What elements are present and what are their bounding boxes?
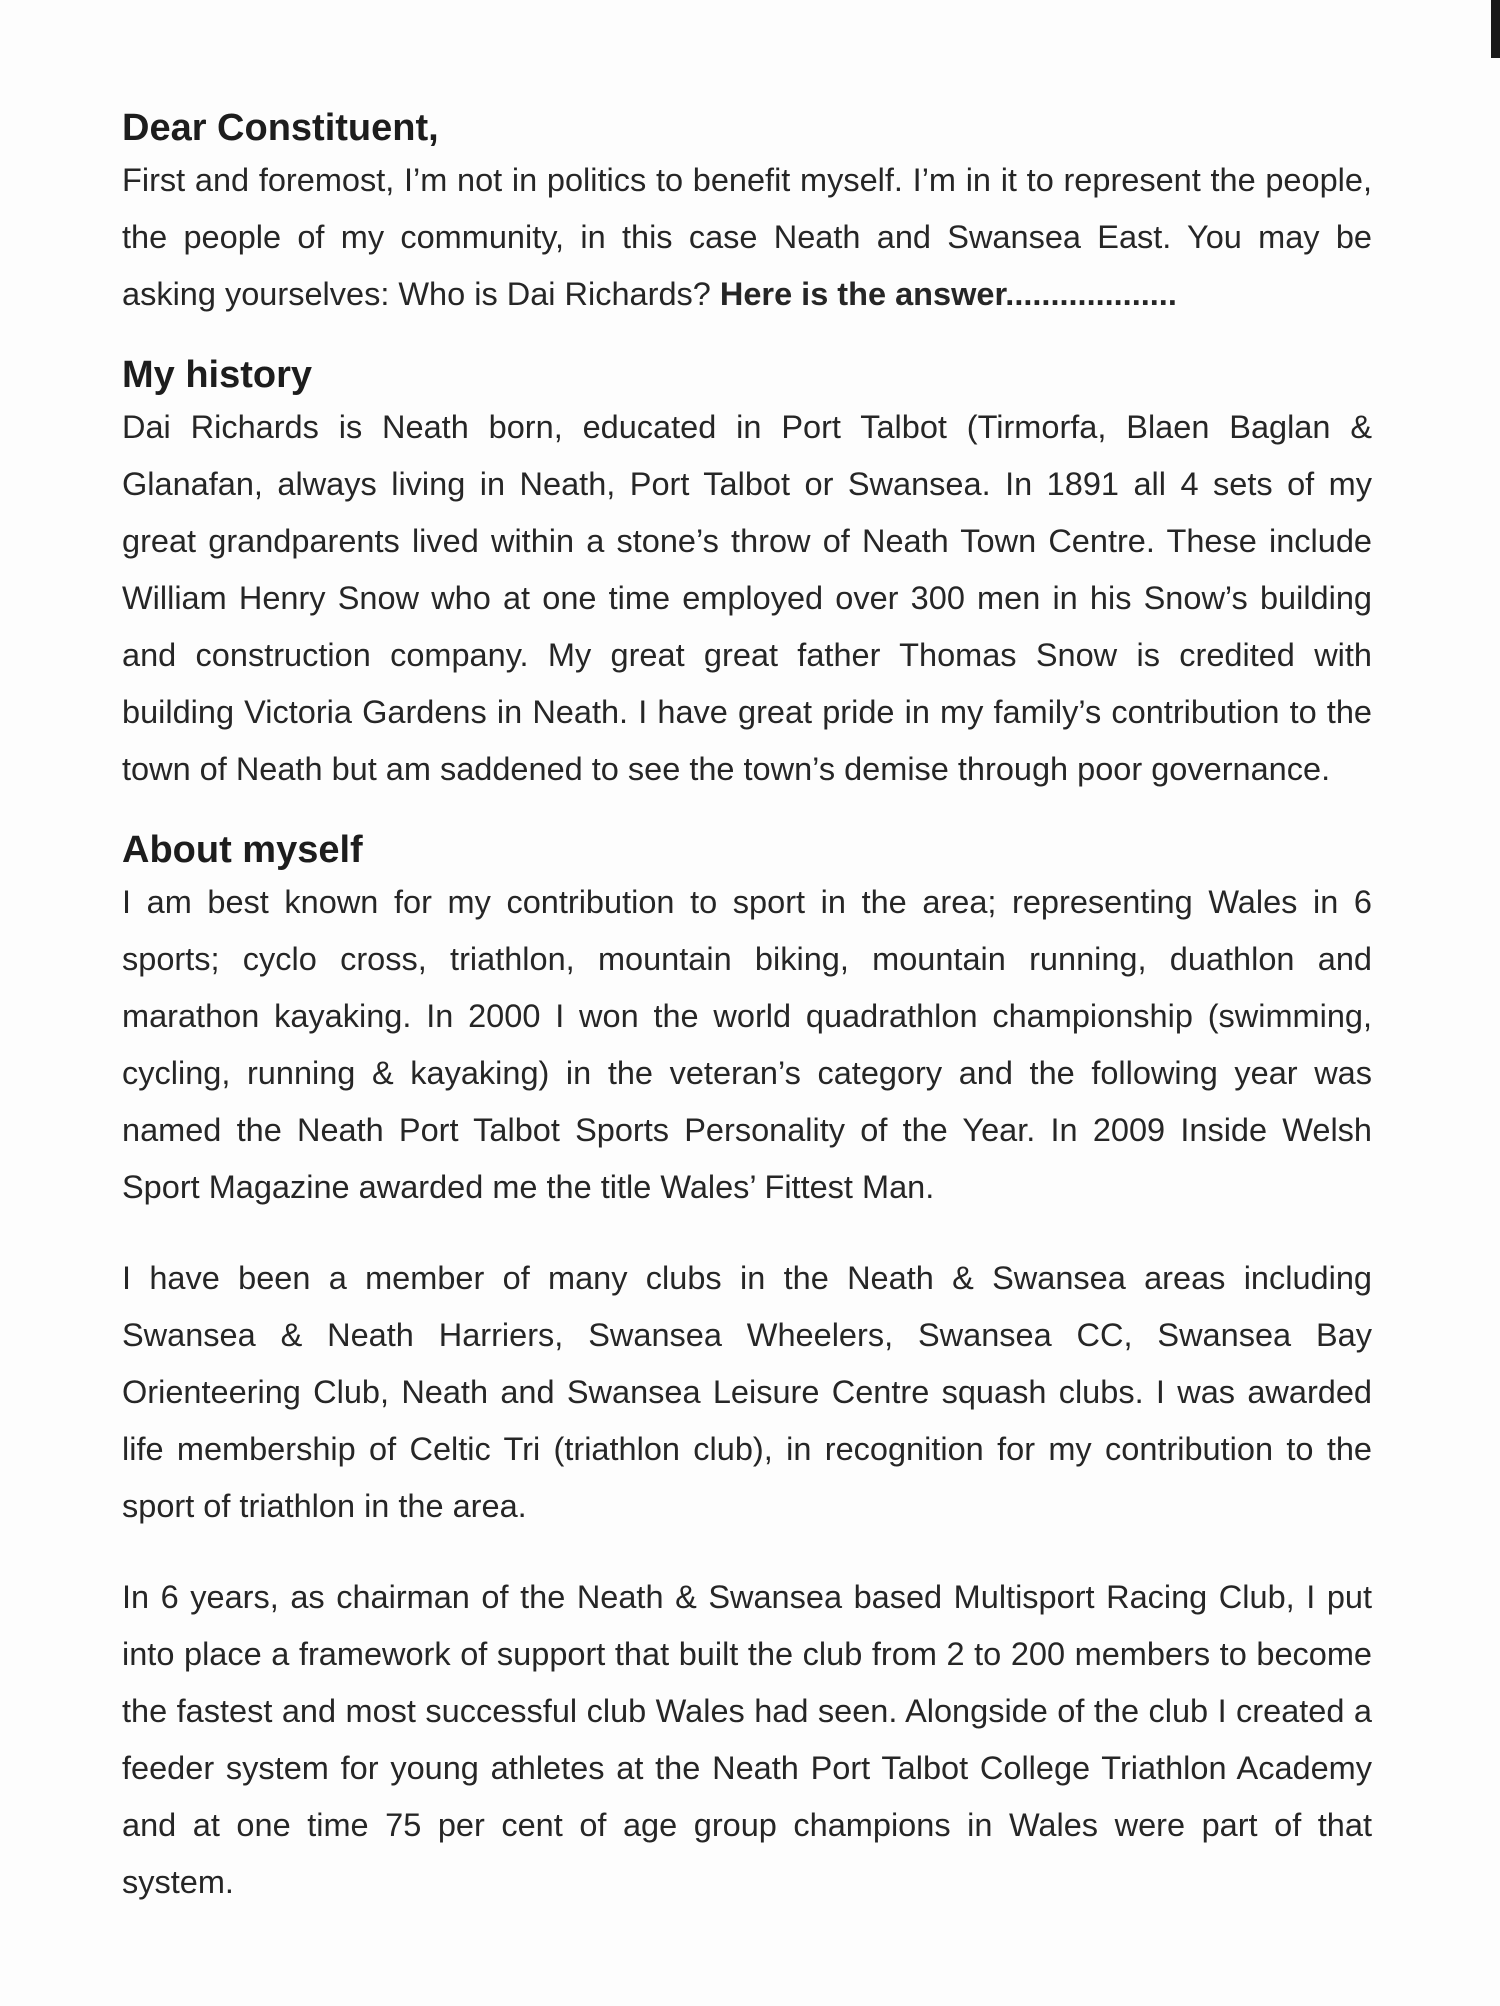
intro-paragraph xyxy=(122,152,1372,323)
history-heading: My history xyxy=(122,354,313,396)
about-paragraph-chairman: In 6 years, as chairman of the Neath & Swansea based Multisport Racing Club, I put into place a framework of support that built the club from 2 to 200 members to become the fastest and most successful club Wales had seen. Alongside of the club I created a feeder system for young athletes at the Neath Port Talbot College Triathlon Academy and at one time 75 per cent of age group champions in Wales were part of that system. xyxy=(122,1579,1372,1900)
greeting-heading: Dear Constituent, xyxy=(122,107,439,149)
about-paragraph-clubs: I have been a member of many clubs in the Neath & Swansea areas including Swansea & Neath Harriers, Swansea Wheelers, Swansea CC, Swansea Bay Orienteering Club, Neath and Swansea Leisure Centre squash clubs. I was awarded life membership of Celtic Tri (triathlon club), in recognition for my contribution to the sport of triathlon in the area. xyxy=(122,1260,1372,1524)
intro-text: First and foremost, I’m not in politics to benefit myself. I’m in it to represent the people, the people of my community, in this case Neath and Swansea East. You may be asking yourselves: Who is Dai Richards? xyxy=(122,162,1372,312)
about-paragraph-sports: I am best known for my contribution to sport in the area; representing Wales in 6 sports; cyclo cross, triathlon, mountain biking, mountain running, duathlon and marathon kayaking. In 2000 I won the world quadrathlon championship (swimming, cycling, running & kayaking) in the veteran’s category and the following year was named the Neath Port Talbot Sports Personality of the Year. In 2009 Inside Welsh Sport Magazine awarded me the title Wales’ Fittest Man. xyxy=(122,884,1372,1205)
about-heading: About myself xyxy=(122,829,363,871)
letter-body xyxy=(122,104,1372,1911)
scan-edge-mark xyxy=(1491,0,1500,58)
intro-bold-text: Here is the answer................... xyxy=(719,276,1177,312)
history-paragraph: Dai Richards is Neath born, educated in Port Talbot (Tirmorfa, Blaen Baglan & Glanafan, always living in Neath, Port Talbot or Swansea. In 1891 all 4 sets of my great grandparents lived within a stone’s throw of Neath Town Centre. These include William Henry Snow who at one time employed over 300 men in his Snow’s building and construction company. My great great father Thomas Snow is credited with building Victoria Gardens in Neath. I have great pride in my family’s contribution to the town of Neath but am saddened to see the town’s demise through poor governance. xyxy=(122,409,1372,787)
